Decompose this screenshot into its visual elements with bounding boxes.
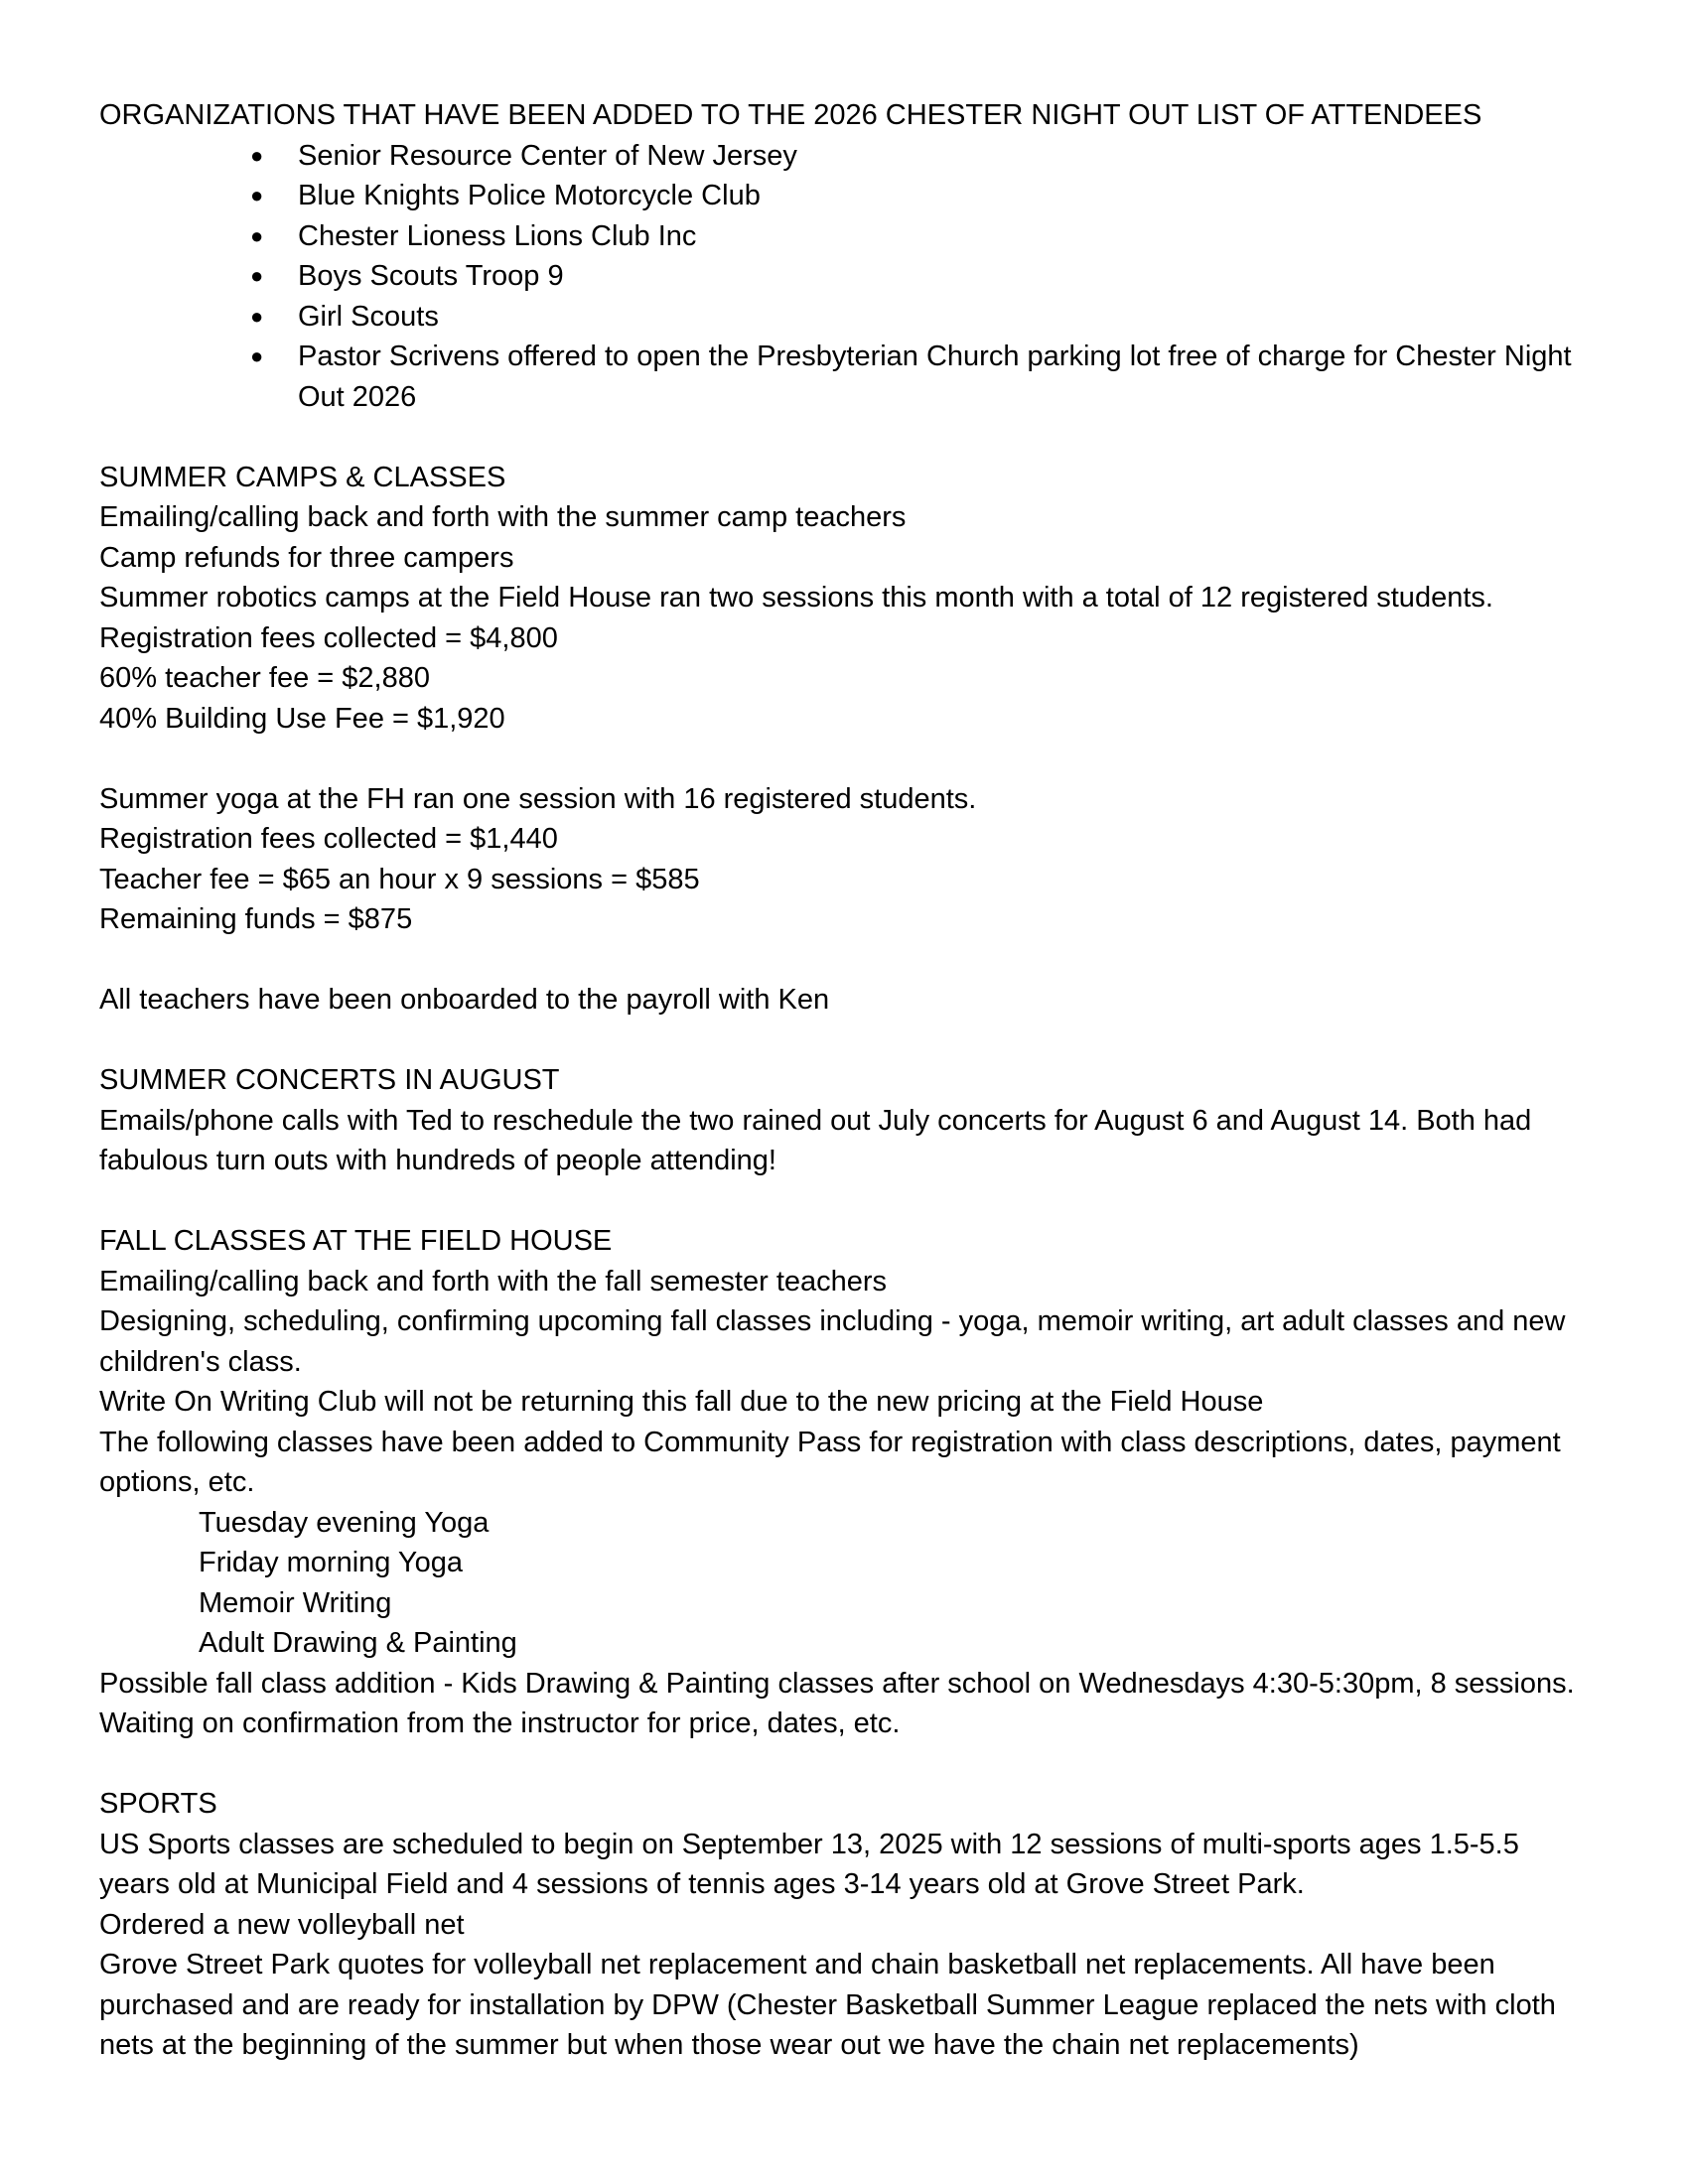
list-item: ● Girl Scouts bbox=[298, 297, 1593, 338]
class-item: Memoir Writing bbox=[199, 1586, 392, 1619]
fall-classes-section bbox=[99, 1221, 1593, 1744]
list-item: ● Pastor Scrivens offered to open the Presbyterian Church parking lot free of charge for Chester Night Out 2026 bbox=[298, 337, 1593, 417]
class-item: Adult Drawing & Painting bbox=[199, 1627, 517, 1659]
list-item: ● Blue Knights Police Motorcycle Club bbox=[298, 176, 1593, 216]
paragraph-line: Emailing/calling back and forth with the summer camp teachers bbox=[99, 501, 907, 533]
paragraph-line: 60% teacher fee = $2,880 bbox=[99, 662, 430, 694]
paragraph-line: The following classes have been added to Community Pass for registration with class descriptions, dates, payment options, etc. bbox=[99, 1426, 1561, 1498]
spacer bbox=[99, 739, 1593, 779]
paragraph-line: Teacher fee = $65 an hour x 9 sessions = $585 bbox=[99, 863, 700, 895]
paragraph-line: Write On Writing Club will not be returning this fall due to the new pricing at the Field House bbox=[99, 1386, 1264, 1418]
organizations-list bbox=[99, 136, 1593, 418]
class-item: Tuesday evening Yoga bbox=[199, 1506, 490, 1539]
paragraph-line: Possible fall class addition - Kids Drawing & Painting classes after school on Wednesdays 4:30-5:30pm, 8 sessions. Waiting on confirmation from the instructor for price, dates, etc. bbox=[99, 1667, 1575, 1739]
sports-section bbox=[99, 1784, 1593, 2066]
fall-classes-heading: FALL CLASSES AT THE FIELD HOUSE bbox=[99, 1225, 613, 1257]
paragraph-line: Emailing/calling back and forth with the fall semester teachers bbox=[99, 1265, 888, 1297]
spacer bbox=[99, 1744, 1593, 1785]
payroll-line: All teachers have been onboarded to the payroll with Ken bbox=[99, 984, 830, 1016]
list-item: ● Boys Scouts Troop 9 bbox=[298, 256, 1593, 297]
summer-concerts-section bbox=[99, 1060, 1593, 1181]
paragraph-line: Designing, scheduling, confirming upcoming fall classes including - yoga, memoir writing, art adult classes and new children's class. bbox=[99, 1305, 1566, 1378]
paragraph-line: Summer robotics camps at the Field House ran two sessions this month with a total of 12 registered students. bbox=[99, 582, 1493, 614]
spacer bbox=[99, 417, 1593, 458]
paragraph-line: Camp refunds for three campers bbox=[99, 541, 514, 574]
summer-concerts-heading: SUMMER CONCERTS IN AUGUST bbox=[99, 1064, 560, 1096]
paragraph-line: Registration fees collected = $1,440 bbox=[99, 823, 558, 855]
list-item: ● Chester Lioness Lions Club Inc bbox=[298, 216, 1593, 257]
organizations-section bbox=[99, 95, 1593, 417]
class-item: Friday morning Yoga bbox=[199, 1547, 463, 1578]
organizations-heading: ORGANIZATIONS THAT HAVE BEEN ADDED TO THE 2026 CHESTER NIGHT OUT LIST OF ATTENDEES bbox=[99, 99, 1482, 131]
summer-camps-section bbox=[99, 458, 1593, 1021]
list-item: ● Senior Resource Center of New Jersey bbox=[298, 136, 1593, 177]
spacer bbox=[99, 1021, 1593, 1061]
paragraph-line: Registration fees collected = $4,800 bbox=[99, 621, 558, 654]
paragraph-line: 40% Building Use Fee = $1,920 bbox=[99, 702, 505, 735]
spacer bbox=[99, 1181, 1593, 1222]
paragraph-line: Summer yoga at the FH ran one session with 16 registered students. bbox=[99, 782, 977, 815]
paragraph-line: Emails/phone calls with Ted to reschedule the two rained out July concerts for August 6 and August 14. Both had fabulous turn outs with hundreds of people attending! bbox=[99, 1104, 1532, 1176]
paragraph-line: Ordered a new volleyball net bbox=[99, 1908, 465, 1941]
spacer bbox=[99, 940, 1593, 981]
paragraph-line: Remaining funds = $875 bbox=[99, 903, 413, 935]
paragraph-line: Grove Street Park quotes for volleyball net replacement and chain basketball net replacements. All have been purchased and are ready for installation by DPW (Chester Basketball Summer League replaced the nets with cloth nets at the beginning of the summer but when those wear out we have the chain net replacements) bbox=[99, 1949, 1556, 2061]
summer-camps-heading: SUMMER CAMPS & CLASSES bbox=[99, 461, 506, 493]
paragraph-line: US Sports classes are scheduled to begin on September 13, 2025 with 12 sessions of multi-sports ages 1.5-5.5 years old at Municipal Field and 4 sessions of tennis ages 3-14 years old at Grove Street Park. bbox=[99, 1828, 1519, 1900]
sports-heading: SPORTS bbox=[99, 1788, 217, 1820]
